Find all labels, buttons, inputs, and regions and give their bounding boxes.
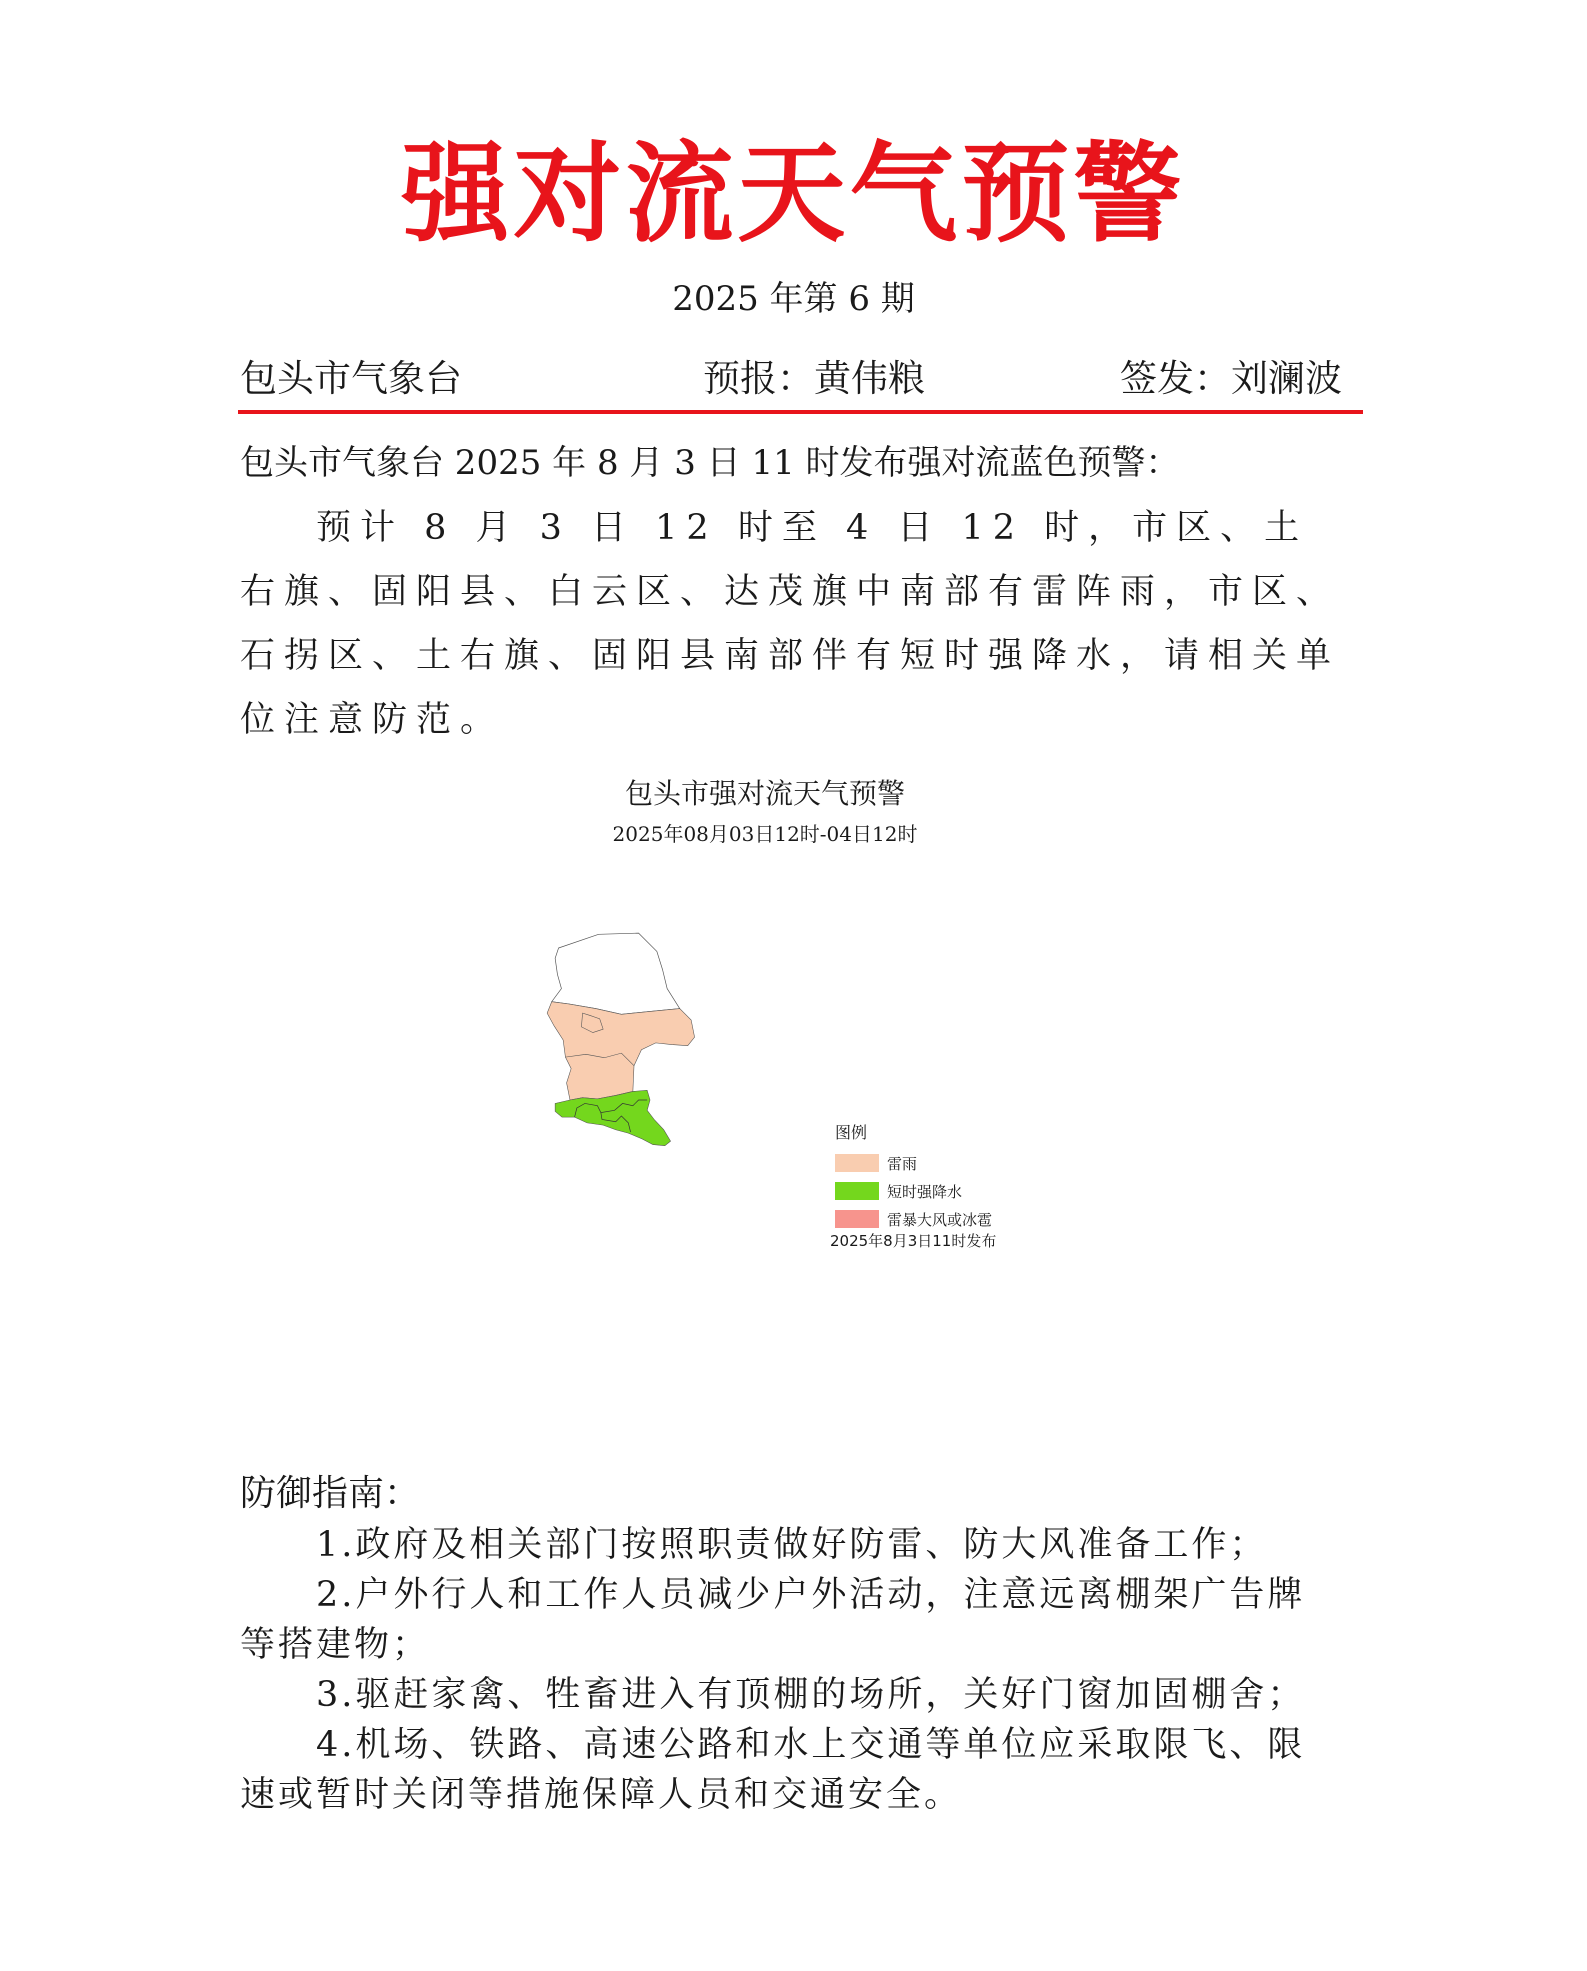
map-legend [835, 1120, 992, 1235]
legend-label: 雷暴大风或冰雹 [887, 1210, 993, 1229]
warning-lead: 包头市气象台 2025 年 8 月 3 日 11 时发布强对流蓝色预警： [240, 443, 1180, 483]
warning-body: 预计 8 月 3 日 12 时至 4 日 12 时，市区、土右旗、固阳县、白云区、达茂旗中南部有雷阵雨，市区、石拐区、土右旗、固阳县南部伴有短时强降水，请相关单位注意防范。 [240, 508, 1341, 740]
guide-item: 1.政府及相关部门按照职责做好防雷、防大风准备工作； [316, 1525, 1268, 1565]
map-subtitle: 2025年08月03日12时-04日12时 [612, 822, 918, 846]
swatch-heavy-rain [835, 1182, 879, 1200]
guide-list [240, 1520, 1340, 1820]
issue-number: 2025 年第 6 期 [672, 279, 915, 319]
signer: 签发：刘澜波 [1120, 357, 1342, 400]
forecaster: 预报：黄伟粮 [703, 357, 925, 400]
map-region-north [552, 933, 680, 1014]
legend-title: 图例 [835, 1123, 868, 1142]
warning-map [530, 860, 850, 1300]
guide-item: 3.驱赶家禽、牲畜进入有顶棚的场所，关好门窗加固棚舍； [316, 1675, 1306, 1715]
legend-item-wind-hail [835, 1207, 992, 1231]
legend-item-heavy-rain [835, 1179, 992, 1203]
swatch-thunderstorm [835, 1154, 879, 1172]
guide-item: 4.机场、铁路、高速公路和水上交通等单位应采取限飞、限速或暂时关闭等措施保障人员和交通安全。 [240, 1725, 1306, 1815]
guide-title: 防御指南： [240, 1473, 421, 1514]
legend-label: 短时强降水 [887, 1182, 963, 1201]
guide-item: 2.户外行人和工作人员减少户外活动，注意远离棚架广告牌等搭建物； [240, 1575, 1306, 1665]
swatch-wind-hail [835, 1210, 879, 1228]
legend-label: 雷雨 [887, 1154, 918, 1173]
map-issued-time: 2025年8月3日11时发布 [830, 1232, 997, 1250]
issuing-org: 包头市气象台 [240, 357, 462, 400]
legend-item-thunderstorm [835, 1151, 992, 1175]
header-divider [238, 410, 1363, 414]
document-title: 强对流天气预警 [401, 131, 1186, 257]
map-title: 包头市强对流天气预警 [624, 777, 905, 810]
map-region-thunderstorm [547, 1002, 694, 1100]
